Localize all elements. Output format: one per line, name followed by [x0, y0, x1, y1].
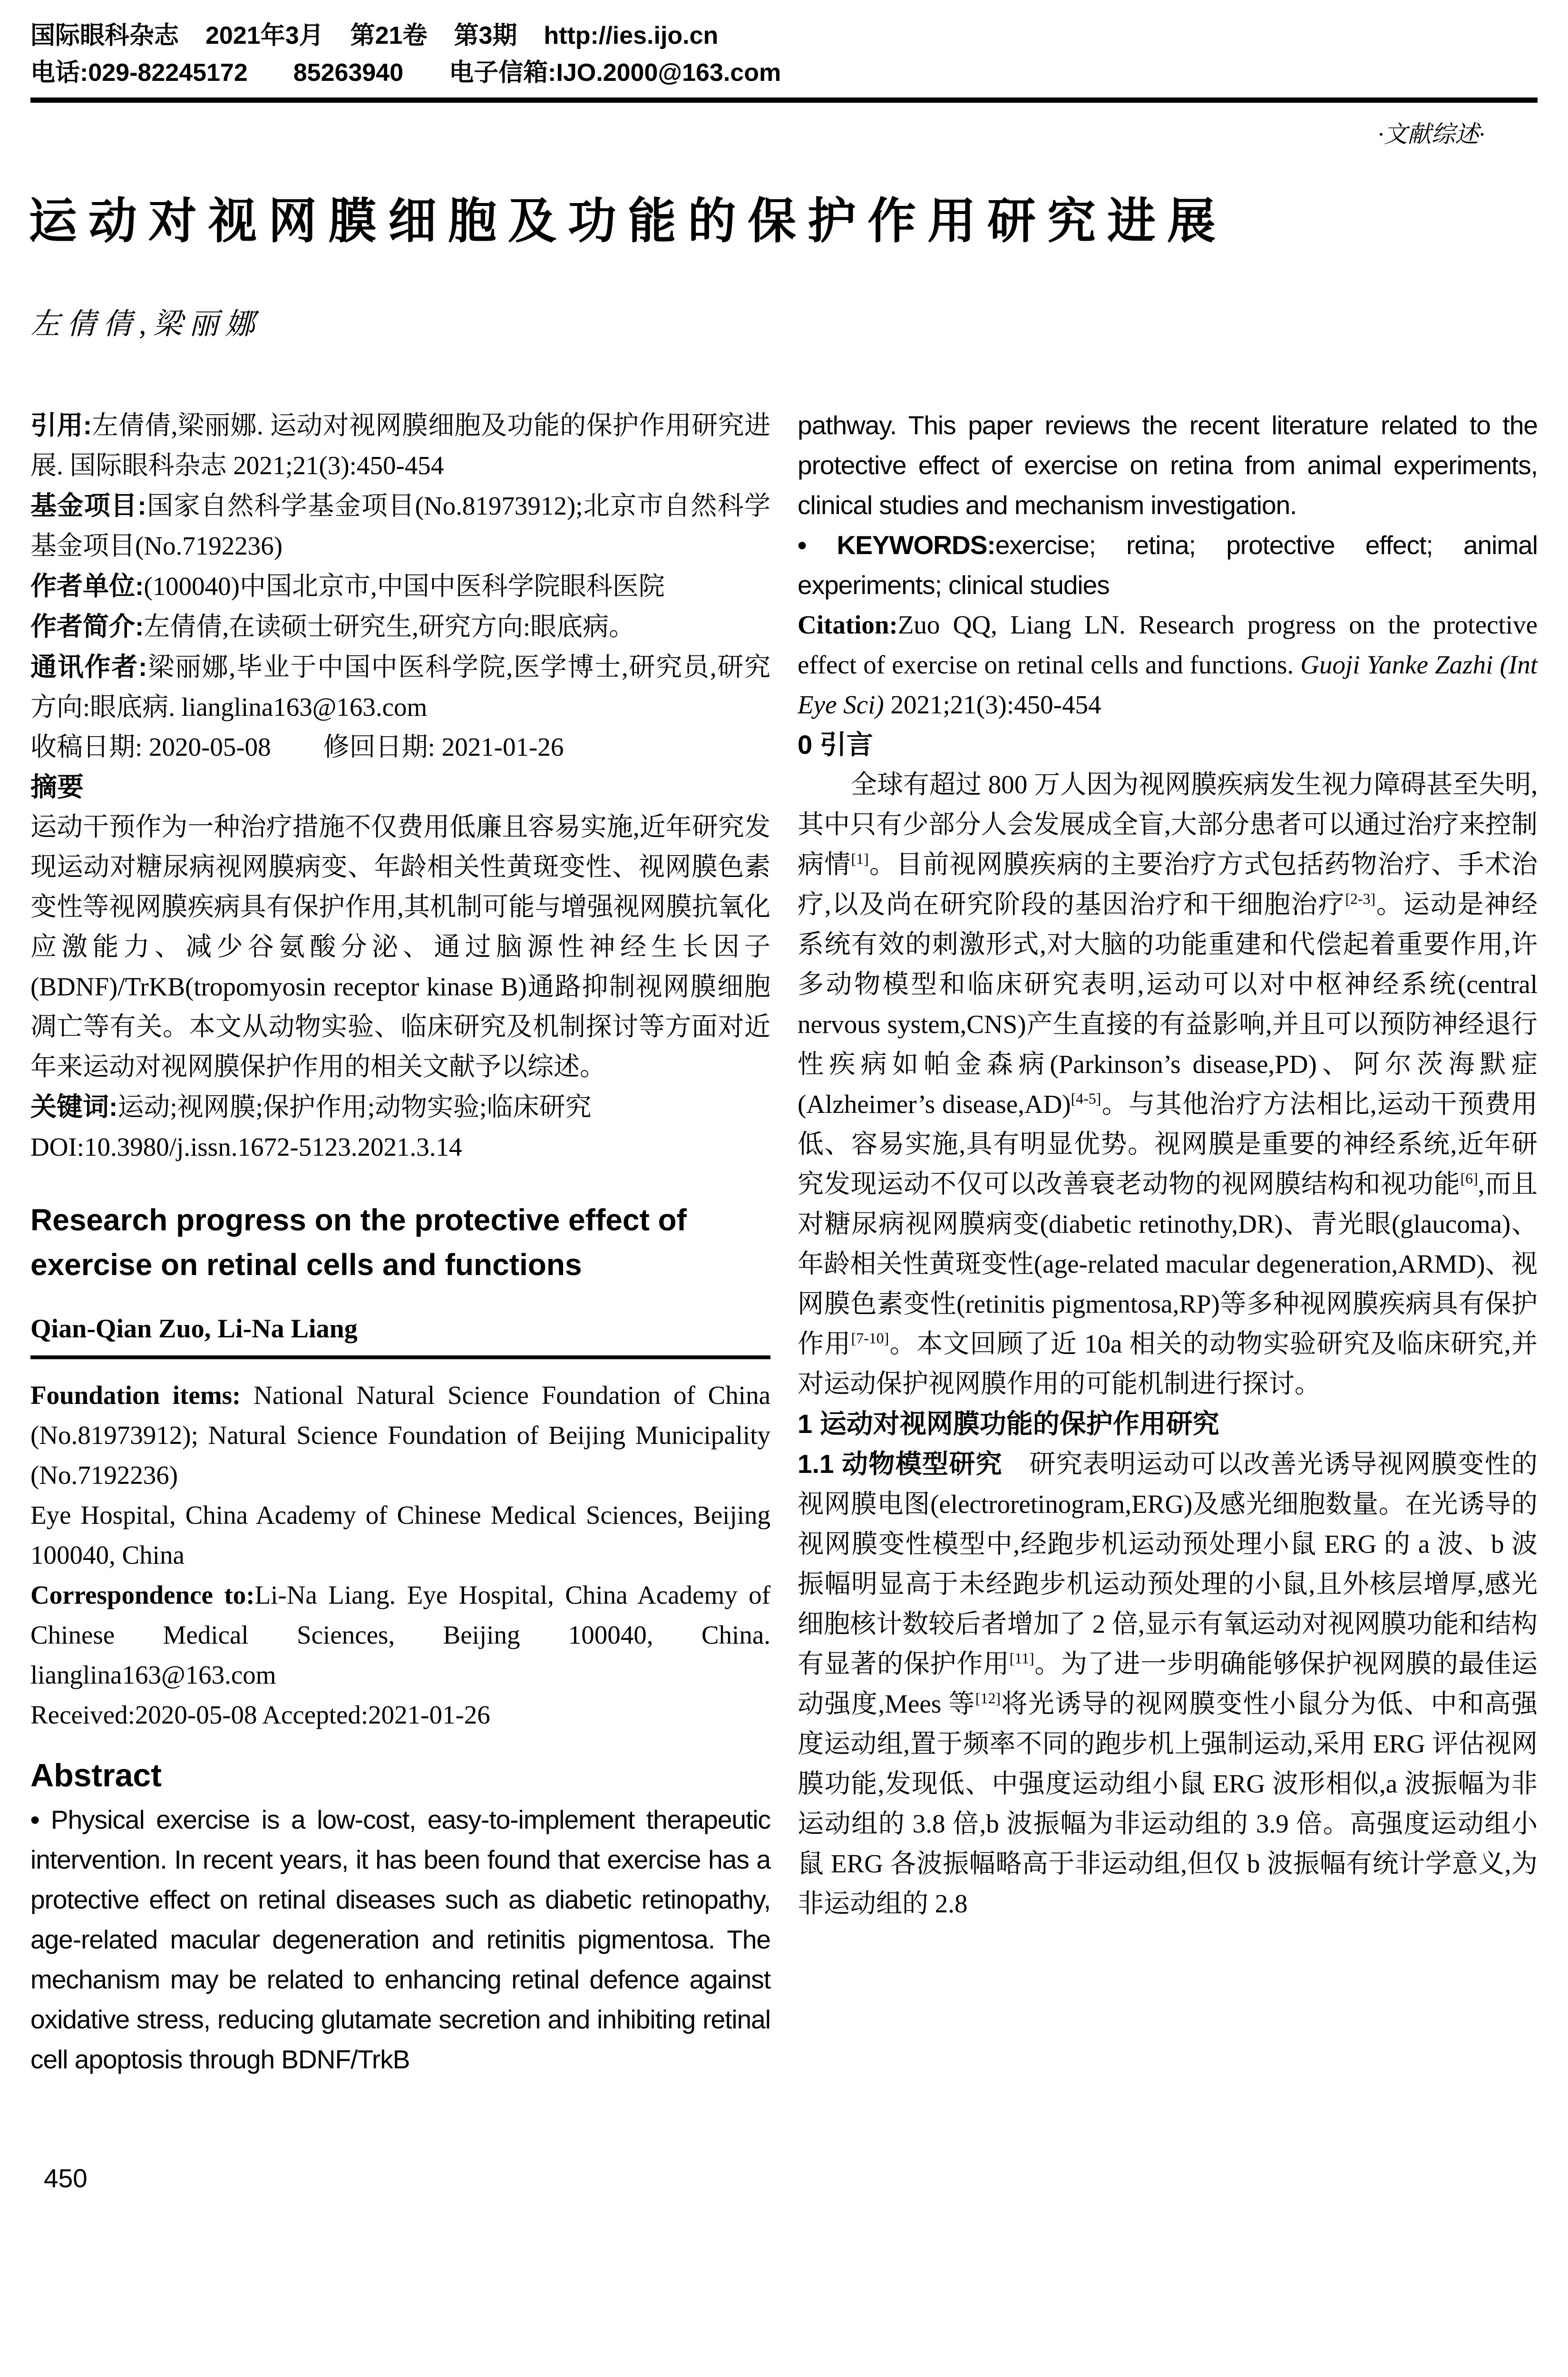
citation-cn: 引用:左倩倩,梁丽娜. 运动对视网膜细胞及功能的保护作用研究进展. 国际眼科杂志 2021;21(3):450-454 — [30, 410, 770, 480]
journal-header-line1 — [30, 17, 1538, 54]
journal-email: 电子信箱:IJO.2000@163.com — [449, 59, 781, 87]
affiliation-en: Eye Hospital, China Academy of Chinese Medical Sciences, Beijing 100040, China — [30, 1500, 770, 1569]
journal-date: 2021年3月 — [205, 22, 324, 49]
correspondence-cn: 通讯作者:梁丽娜,毕业于中国中医科学院,医学博士,研究员,研究方向:眼底病. lianglina163@163.com — [30, 652, 770, 721]
article-type-label: ·文献综述· — [1378, 121, 1485, 147]
journal-header-line2 — [30, 54, 1538, 91]
foundation-en: Foundation items: National Natural Science Foundation of China (No.81973912); Natural Science Foundation of Beijing Municipality (No.7192236) — [30, 1381, 771, 1490]
header-divider — [30, 97, 1538, 103]
section-1-1-paragraph: 1.1 动物模型研究 研究表明运动可以改善光诱导视网膜变性的视网膜电图(electroretinogram,ERG)及感光细胞数量。在光诱导的视网膜变性模型中,经跑步机运动预处理小鼠 ERG 的 a 波、b 波振幅明显高于未经跑步机运动预处理的小鼠,且外核层增厚,感光细胞核计数较后者增加了 2 倍,显示有氧运动对视网膜功能和结构有显著的保护作用[11]。为了进一步明确能够保护视网膜的最佳运动强度,Mees 等[12]将光诱导的视网膜变性小鼠分为低、中和高强度运动组,置于频率不同的跑步机上强制运动,采用 ERG 评估视网膜功能,发现低、中强度运动组小鼠 ERG 波形相似,a 波振幅为非运动组的 3.8 倍,b 波振幅为非运动组的 3.9 倍。高强度运动组小鼠 ERG 各波振幅略高于非运动组,但仅 b 波振幅有统计学意义,为非运动组的 2.8 — [798, 1449, 1538, 1918]
left-column — [30, 405, 770, 2198]
journal-name: 国际眼科杂志 — [30, 22, 179, 49]
journal-phone: 电话:029-82245172 — [30, 59, 248, 87]
journal-volume: 第21卷 — [350, 22, 428, 49]
dates-cn: 收稿日期: 2020-05-08 修回日期: 2021-01-26 — [30, 732, 564, 761]
author-bio-cn: 作者简介:左倩倩,在读硕士研究生,研究方向:眼底病。 — [30, 612, 635, 641]
dates-en: Received:2020-05-08 Accepted:2021-01-26 — [30, 1700, 490, 1729]
keywords-cn: 关键词:运动;视网膜;保护作用;动物实验;临床研究 — [30, 1092, 592, 1121]
abstract-text-en: • Physical exercise is a low-cost, easy-to-implement therapeutic intervention. In recent years, it has been found that exercise has a protective effect on retinal diseases such as diabetic retinopathy, age-related macular degeneration and retinitis pigmentosa. The mechanism may be related to enhancing retinal defence against oxidative stress, reducing glutamate secretion and inhibiting retinal cell apoptosis through BDNF/TrkB — [30, 1805, 770, 2074]
article-authors-cn: 左倩倩,梁丽娜 — [30, 308, 262, 341]
section-0-paragraph: 全球有超过 800 万人因为视网膜疾病发生视力障碍甚至失明,其中只有少部分人会发展成全盲,大部分患者可以通过治疗来控制病情[1]。目前视网膜疾病的主要治疗方式包括药物治疗、手术治疗,以及尚在研究阶段的基因治疗和干细胞治疗[2-3]。运动是神经系统有效的刺激形式,对大脑的功能重建和代偿起着重要作用,许多动物模型和临床研究表明,运动可以对中枢神经系统(central nervous system,CNS)产生直接的有益影响,并且可以预防神经退行性疾病如帕金森病(Parkinson’s disease,PD)、阿尔茨海默症(Alzheimer’s disease,AD)[4-5]。与其他治疗方法相比,运动干预费用低、容易实施,具有明显优势。视网膜是重要的神经系统,近年研究发现运动不仅可以改善衰老动物的视网膜结构和视功能[6],而且对糖尿病视网膜病变(diabetic retinothy,DR)、青光眼(glaucoma)、年龄相关性黄斑变性(age-related macular degeneration,ARMD)、视网膜色素变性(retinitis pigmentosa,RP)等多种视网膜疾病具有保护作用[7-10]。本文回顾了近 10a 相关的动物实验研究及临床研究,并对运动保护视网膜作用的可能机制进行探讨。 — [798, 770, 1538, 1398]
correspondence-en: Correspondence to:Li-Na Liang. Eye Hospital, China Academy of Chinese Medical Sciences, Beijing 100040, China. lianglina163@163.com — [30, 1580, 770, 1689]
doi-line: DOI:10.3980/j.issn.1672-5123.2021.3.14 — [30, 1132, 462, 1161]
abstract-text-cn: 运动干预作为一种治疗措施不仅费用低廉且容易实施,近年研究发现运动对糖尿病视网膜病变、年龄相关性黄斑变性、视网膜色素变性等视网膜疾病具有保护作用,其机制可能与增强视网膜抗氧化应激能力、减少谷氨酸分泌、通过脑源性神经生长因子(BDNF)/TrKB(tropomyosin receptor kinase B)通路抑制视网膜细胞凋亡等有关。本文从动物实验、临床研究及机制探讨等方面对近年来运动对视网膜保护作用的相关文献予以综述。 — [30, 812, 770, 1081]
section-0-heading: 0 引言 — [798, 730, 873, 760]
column-divider — [30, 1355, 770, 1359]
citation-en: Citation:Zuo QQ, Liang LN. Research progress on the protective effect of exercise on retinal cells and functions. Guoji Yanke Zazhi (Int Eye Sci) 2021;21(3):450-454 — [798, 610, 1538, 719]
section-1-heading: 1 运动对视网膜功能的保护作用研究 — [798, 1409, 1219, 1439]
journal-header — [30, 17, 1538, 91]
article-authors-en: Qian-Qian Zuo, Li-Na Liang — [30, 1314, 358, 1344]
right-column — [798, 405, 1538, 1924]
abstract-heading-en: Abstract — [30, 1757, 162, 1793]
journal-url: http://ies.ijo.cn — [544, 22, 719, 49]
foundation-cn: 基金项目:国家自然科学基金项目(No.81973912);北京市自然科学基金项目(No.7192236) — [30, 491, 770, 560]
abstract-text-en-continued: pathway. This paper reviews the recent literature related to the protective effect of exercise on retina from animal experiments, clinical studies and mechanism investigation. — [798, 410, 1538, 520]
journal-issue: 第3期 — [454, 22, 517, 49]
article-title-en: Research progress on the protective effect of exercise on retinal cells and functions — [30, 1203, 687, 1282]
abstract-heading-cn: 摘要 — [30, 772, 84, 802]
journal-phone2: 85263940 — [293, 59, 404, 87]
page-number: 450 — [44, 2163, 88, 2193]
article-title-cn: 运动对视网膜细胞及功能的保护作用研究进展 — [29, 194, 1227, 248]
keywords-en: • KEYWORDS:exercise; retina; protective effect; animal experiments; clinical studies — [798, 530, 1538, 600]
affiliation-cn: 作者单位:(100040)中国北京市,中国中医科学院眼科医院 — [30, 571, 665, 601]
